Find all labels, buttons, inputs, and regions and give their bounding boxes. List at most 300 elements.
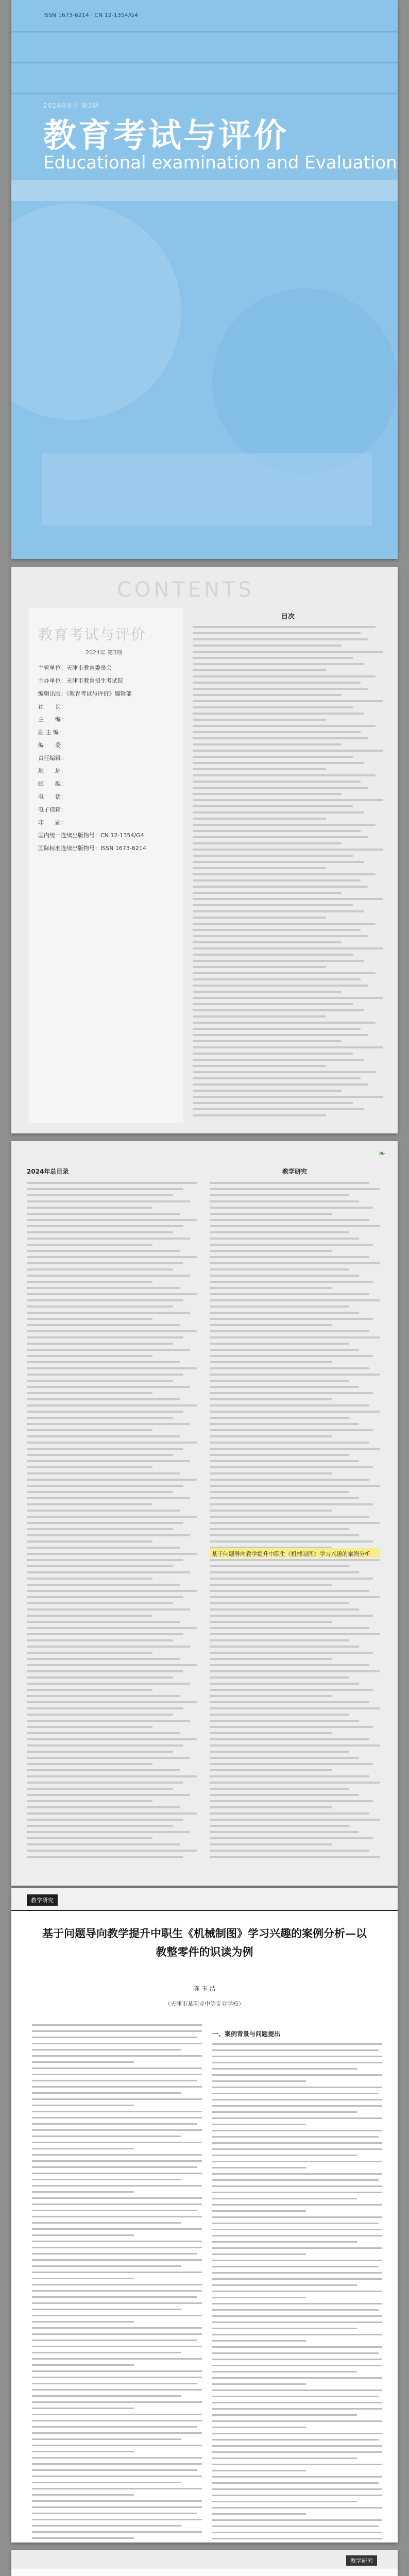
text-line: [27, 1219, 197, 1221]
section-tag: 教学研究: [27, 1894, 58, 1906]
text-line: [212, 2340, 306, 2342]
text-line: [27, 1281, 152, 1283]
text-line: [32, 2222, 181, 2224]
text-line: [27, 1287, 180, 1289]
text-line: [27, 1404, 197, 1406]
text-line: [32, 2476, 202, 2477]
text-line: [210, 1225, 380, 1227]
text-line: [210, 1565, 349, 1567]
text-line: [210, 1275, 359, 1277]
text-line: [212, 2519, 382, 2521]
text-line: [27, 1812, 197, 1815]
text-line: [27, 1627, 197, 1629]
cover-decoration: [11, 204, 181, 420]
text-line: [210, 1250, 332, 1252]
text-line: [27, 1763, 152, 1765]
text-line: [27, 1491, 173, 1493]
text-line: [32, 2191, 134, 2193]
text-line: [212, 2043, 382, 2045]
text-line: [212, 2185, 382, 2187]
text-line: [27, 1306, 173, 1308]
text-line: [210, 1472, 332, 1475]
text-line: [193, 781, 361, 783]
text-line: [32, 2253, 197, 2255]
text-line: [212, 2093, 379, 2094]
text-line: [210, 1602, 349, 1604]
text-line: [210, 1491, 349, 1493]
text-line: [193, 904, 353, 906]
text-line: [27, 1238, 190, 1240]
text-line: [27, 1788, 173, 1790]
text-line: [27, 1435, 180, 1437]
text-line: [32, 2352, 181, 2353]
index-entries: [27, 1182, 197, 1858]
text-line: [210, 1571, 359, 1573]
text-line: [193, 774, 376, 776]
text-line: [210, 1200, 359, 1202]
text-line: [210, 1751, 349, 1753]
text-line: [27, 1695, 180, 1697]
text-line: [212, 2309, 379, 2311]
text-line: [193, 1046, 383, 1048]
masthead-row: 邮 编：: [38, 781, 66, 787]
text-line: [212, 2223, 379, 2224]
text-line: [32, 2364, 134, 2366]
text-line: [32, 2333, 202, 2335]
text-line: [193, 768, 326, 770]
text-line: [210, 1182, 369, 1184]
text-line: [27, 1843, 180, 1845]
text-line: [32, 2234, 134, 2236]
text-line: [27, 1479, 197, 1481]
text-line: [193, 1077, 361, 1079]
text-line: [212, 2389, 382, 2391]
text-line: [32, 2204, 202, 2205]
text-line: [193, 1028, 361, 1030]
text-line: [32, 2173, 202, 2174]
text-line: [32, 2247, 202, 2248]
text-line: [212, 2155, 357, 2156]
text-line: [193, 669, 326, 671]
text-line: [210, 1726, 373, 1728]
text-line: [32, 2049, 181, 2050]
text-line: [32, 2024, 202, 2026]
text-line: [27, 1448, 183, 1450]
text-line: [32, 2438, 181, 2440]
text-line: [210, 1262, 380, 1264]
text-line: [27, 1720, 190, 1722]
text-line: [212, 2303, 382, 2304]
text-line: [27, 1374, 183, 1376]
text-line: [27, 1670, 183, 1672]
text-line: [27, 1751, 173, 1753]
text-line: [32, 2278, 134, 2279]
journal-title-cn: 教育考试与评价: [43, 116, 288, 155]
text-line: [210, 1417, 349, 1419]
text-line: [32, 2482, 181, 2483]
text-line: [32, 2531, 202, 2533]
text-line: [193, 879, 361, 882]
text-line: [212, 2124, 306, 2125]
text-line: [193, 886, 368, 888]
text-line: [212, 2241, 357, 2243]
text-line: [32, 2340, 197, 2341]
text-line: [193, 929, 361, 931]
text-line: [212, 2526, 379, 2527]
masthead-row: 印 刷：: [38, 819, 66, 826]
text-line: [193, 626, 376, 628]
text-line: [32, 2513, 197, 2514]
text-line: [210, 1540, 373, 1543]
text-line: [210, 1287, 332, 1289]
text-line: [210, 1312, 359, 1314]
text-line: [212, 2216, 382, 2218]
text-line: [32, 2383, 197, 2384]
text-line: [212, 2445, 382, 2447]
text-line: [210, 1658, 332, 1660]
text-line: [32, 2197, 202, 2199]
text-line: [193, 632, 361, 634]
text-line: [212, 2464, 382, 2465]
text-line: [27, 1547, 180, 1549]
text-line: [193, 1022, 376, 1024]
text-line: [193, 688, 368, 690]
text-line: [212, 2167, 306, 2168]
text-line: [27, 1429, 152, 1431]
text-line: [212, 2142, 382, 2144]
masthead-row: 编辑出版：《教育考试与评价》编辑部: [38, 690, 132, 697]
text-line: [210, 1627, 369, 1629]
article-body-right: [212, 2024, 382, 2543]
text-line: [210, 1411, 380, 1413]
text-line: [32, 2148, 134, 2149]
masthead-row: 主办单位：天津市教育招生考试院: [38, 677, 123, 684]
text-line: [32, 2086, 202, 2088]
masthead-title: 教育考试与评价: [38, 626, 147, 643]
text-line: [193, 960, 364, 962]
text-line: [212, 2111, 357, 2113]
text-line: [27, 1596, 183, 1598]
text-line: [27, 1856, 183, 1858]
text-line: [27, 1540, 152, 1543]
text-line: [210, 1769, 332, 1771]
text-line: [210, 1837, 373, 1839]
masthead: [29, 608, 183, 1123]
text-line: [27, 1182, 197, 1184]
text-line: [27, 1769, 180, 1771]
masthead-row: 责任编辑：: [38, 755, 66, 761]
text-line: [212, 2291, 382, 2292]
text-line: [32, 2395, 181, 2397]
text-line: [193, 898, 383, 900]
text-line: [193, 997, 383, 999]
text-line: [210, 1782, 380, 1784]
text-line: [27, 1714, 173, 1716]
text-line: [193, 737, 368, 739]
text-line: [193, 1114, 326, 1116]
text-line: [193, 651, 383, 653]
text-line: [193, 756, 353, 758]
text-line: [193, 762, 364, 764]
text-line: [27, 1417, 173, 1419]
text-line: [27, 1423, 190, 1425]
text-line: [27, 1831, 190, 1833]
text-line: [27, 1318, 152, 1320]
text-line: [27, 1590, 197, 1592]
text-line: [210, 1621, 332, 1623]
text-line: [193, 861, 364, 863]
text-line: [27, 1510, 180, 1512]
text-line: [210, 1213, 332, 1215]
text-line: [212, 2458, 357, 2459]
text-line: [27, 1367, 197, 1369]
text-line: [32, 2346, 202, 2347]
cover-issue: 2024年6月 第3期: [43, 102, 99, 109]
text-line: [193, 1102, 353, 1104]
text-line: [27, 1565, 173, 1567]
journal-cover: [11, 0, 398, 559]
text-line: [32, 2370, 202, 2372]
text-line: [32, 2123, 197, 2125]
text-line: [27, 1608, 190, 1611]
masthead-row: 地 址：: [38, 768, 66, 774]
text-line: [27, 1782, 183, 1784]
contents-watermark: CONTENTS: [117, 578, 254, 602]
text-line: [32, 2296, 197, 2298]
article-title: 基于问题导向教学提升中职生《机械制图》学习兴趣的案例分析—以教整零件的识读为例: [42, 1927, 367, 1958]
text-line: [27, 1349, 190, 1351]
text-line: [210, 1306, 349, 1308]
body-text: [32, 2024, 202, 2543]
text-line: [193, 743, 342, 745]
text-line: [32, 2321, 134, 2323]
text-line: [193, 978, 361, 980]
text-line: [212, 2396, 379, 2397]
text-line: [193, 824, 376, 826]
text-line: [27, 1188, 183, 1190]
text-line: [27, 1256, 197, 1258]
text-line: [32, 2154, 202, 2156]
text-line: [210, 1435, 332, 1437]
text-line: [212, 2235, 382, 2236]
text-line: [32, 2401, 202, 2403]
text-line: [32, 2043, 202, 2044]
leaf-icon: ❧: [378, 1148, 385, 1158]
text-line: [193, 645, 342, 647]
text-line: [210, 1559, 380, 1561]
text-line: [210, 1485, 380, 1487]
text-line: [27, 1200, 190, 1202]
text-line: [212, 2352, 379, 2354]
text-line: [27, 1411, 183, 1413]
text-line: [193, 675, 376, 677]
text-line: [212, 2247, 382, 2249]
text-line: [212, 2507, 382, 2509]
text-line: [210, 1664, 369, 1666]
text-line: [210, 1701, 369, 1703]
text-line: [210, 1732, 332, 1734]
text-line: [27, 1825, 173, 1827]
annual-index-page: [11, 1141, 398, 1886]
text-line: [212, 2482, 379, 2484]
text-line: [193, 682, 361, 684]
text-line: [32, 2463, 202, 2465]
text-line: [212, 2414, 357, 2416]
text-line: [27, 1466, 152, 1468]
table-of-contents: [193, 608, 383, 1123]
text-line: [27, 1639, 173, 1641]
text-line: [210, 1788, 349, 1790]
text-line: [193, 873, 376, 875]
text-line: [32, 2500, 202, 2502]
text-line: [193, 966, 326, 968]
text-line: [32, 2426, 197, 2428]
text-line: [212, 2334, 382, 2335]
text-line: [27, 1244, 152, 1246]
text-line: [210, 1386, 359, 1388]
text-line: [212, 2266, 379, 2267]
text-line: [27, 1794, 190, 1796]
text-line: [212, 2105, 382, 2107]
text-line: [193, 972, 376, 974]
text-line: [27, 1800, 152, 1802]
text-line: [193, 1096, 383, 1098]
index-right-heading: 教学研究: [282, 1168, 307, 1175]
text-line: [32, 2265, 181, 2267]
text-line: [210, 1714, 349, 1716]
text-line: [193, 1090, 342, 1092]
toc-heading: 目次: [281, 613, 295, 621]
highlighted-entry-text: 基于问题导向教学提升中职生《机械制图》学习兴趣的案例分析: [212, 1551, 370, 1557]
text-line: [212, 2192, 382, 2193]
text-line: [210, 1522, 380, 1524]
index-left-column: [27, 1167, 197, 1862]
text-line: [193, 1065, 326, 1067]
text-line: [27, 1664, 197, 1666]
text-line: [210, 1349, 359, 1351]
text-line: [210, 1324, 332, 1326]
text-line: [210, 1825, 349, 1827]
masthead-row: 国际标准连续出版物号：ISSN 1673-6214: [38, 845, 146, 852]
text-line: [32, 2315, 202, 2316]
text-line: [32, 2519, 202, 2520]
text-line: [32, 2080, 197, 2081]
text-line: [212, 2365, 382, 2366]
text-line: [210, 1757, 359, 1759]
text-line: [212, 2420, 382, 2422]
text-line: [193, 638, 368, 640]
text-line: [210, 1738, 369, 1740]
text-line: [210, 1590, 369, 1592]
text-line: [27, 1683, 190, 1685]
text-line: [27, 1701, 197, 1703]
text-line: [212, 2087, 382, 2088]
text-line: [27, 1646, 190, 1648]
text-line: [210, 1676, 349, 1679]
text-line: [210, 1404, 369, 1406]
text-line: [32, 2525, 181, 2527]
masthead-row: 主 编：: [38, 716, 66, 723]
text-line: [27, 1392, 152, 1394]
text-line: [27, 1330, 197, 1332]
text-line: [210, 1207, 373, 1209]
text-line: [27, 1231, 173, 1233]
text-line: [32, 2105, 134, 2106]
text-line: [212, 2148, 382, 2150]
text-line: [27, 1312, 190, 1314]
text-line: [212, 2532, 382, 2533]
text-line: [193, 657, 353, 659]
text-line: [27, 1516, 197, 1518]
text-line: [212, 2488, 382, 2490]
text-line: [32, 2445, 202, 2446]
text-line: [32, 2210, 197, 2211]
text-line: [212, 2062, 382, 2063]
text-line: [193, 910, 364, 912]
text-line: [32, 2420, 202, 2421]
text-line: [193, 805, 353, 807]
text-line: [212, 2451, 382, 2453]
text-line: [193, 1059, 364, 1061]
text-line: [27, 1343, 173, 1345]
text-line: [210, 1720, 359, 1722]
text-line: [212, 2278, 382, 2280]
text-line: [193, 793, 342, 795]
text-line: [193, 830, 361, 832]
text-line: [32, 2284, 202, 2285]
text-line: [193, 725, 376, 727]
text-line: [27, 1553, 197, 1555]
text-line: [212, 2513, 306, 2515]
text-line: [210, 1361, 332, 1363]
text-line: [212, 2272, 382, 2274]
text-line: [210, 1256, 369, 1258]
text-line: [212, 2068, 357, 2070]
text-line: [32, 2228, 202, 2230]
article-table-page: [11, 2550, 398, 2576]
text-line: [193, 663, 364, 665]
masthead-row: 编 委：: [38, 742, 66, 749]
text-line: [32, 2216, 202, 2217]
text-line: [27, 1584, 180, 1586]
page-header-label: 教学研究: [346, 2555, 377, 2566]
text-line: [27, 1528, 173, 1530]
text-line: [193, 1015, 326, 1018]
text-line: [32, 2537, 134, 2539]
text-line: [212, 2198, 357, 2199]
text-line: [193, 1009, 364, 1011]
text-line: [27, 1442, 197, 1444]
text-line: [27, 1621, 180, 1623]
text-line: [212, 2427, 306, 2428]
text-line: [27, 1194, 173, 1196]
text-line: [210, 1744, 380, 1747]
text-line: [212, 2470, 306, 2471]
index-entries: [210, 1182, 380, 1858]
text-line: [32, 2111, 202, 2112]
text-line: [32, 2067, 202, 2069]
text-line: [193, 836, 368, 838]
highlighted-entry: [210, 1548, 380, 1557]
text-line: [210, 1318, 373, 1320]
text-line: [27, 1559, 183, 1561]
text-line: [193, 1003, 353, 1005]
text-line: [212, 2402, 382, 2403]
text-line: [212, 2179, 379, 2181]
text-line: [193, 811, 364, 814]
masthead-rows: [38, 662, 177, 855]
text-line: [210, 1336, 380, 1338]
